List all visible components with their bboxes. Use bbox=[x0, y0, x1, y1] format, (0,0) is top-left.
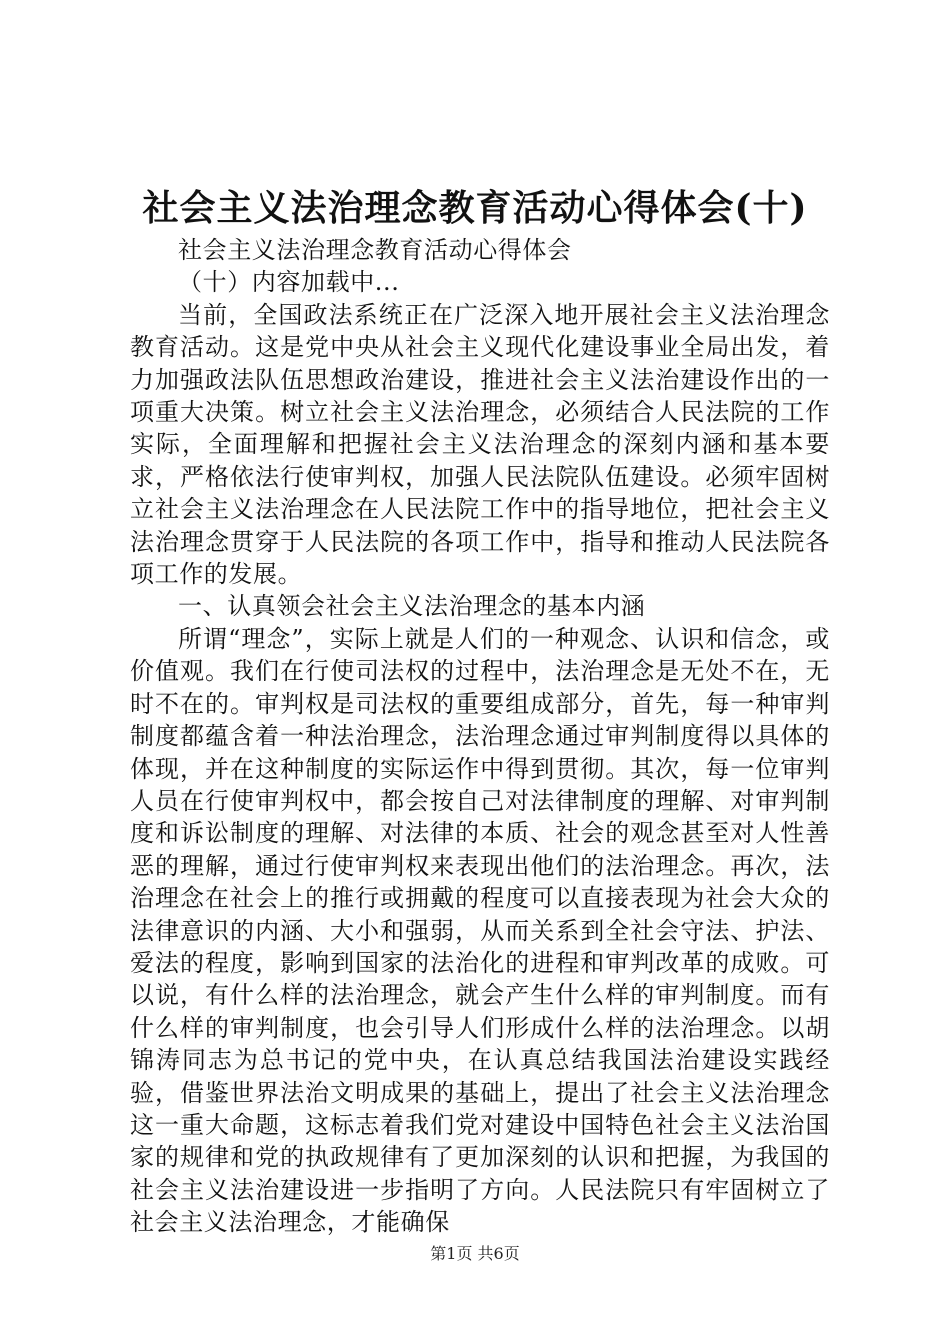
section-heading: 一、认真领会社会主义法治理念的基本内涵 bbox=[178, 592, 646, 621]
document-title: 社会主义法治理念教育活动心得体会(十) bbox=[142, 187, 808, 229]
body-paragraph: 当前，全国政法系统正在广泛深入地开展社会主义法治理念教育活动。这是党中央从社会主义现代化建设事业全局出发，着力加强政法队伍思想政治建设，推进社会主义法治建设作出的一项重大决策。树立社会主义法治理念，必须结合人民法院的工作实际，全面理解和把握社会主义法治理念的深刻内涵和基本要求，严格依法行使审判权，加强人民法院队伍建设。必须牢固树立社会主义法治理念在人民法院工作中的指导地位，把社会主义法治理念贯穿于人民法院的各项工作中，指导和推动人民法院各项工作的发展。 bbox=[130, 300, 830, 589]
subtitle-paragraph: 社会主义法治理念教育活动心得体会 bbox=[178, 236, 572, 264]
document-body bbox=[130, 234, 830, 1239]
page-number-footer: 第1页 共6页 bbox=[430, 1244, 520, 1263]
body-paragraph: 所谓“理念”，实际上就是人们的一种观念、认识和信念，或价值观。我们在行使司法权的过程中，法治理念是无处不在，无时不在的。审判权是司法权的重要组成部分，首先，每一种审判制度都蕴含着一种法治理念，法治理念通过审判制度得以具体的体现，并在这种制度的实际运作中得到贯彻。其次，每一位审判人员在行使审判权中，都会按自己对法律制度的理解、对审判制度和诉讼制度的理解、对法律的本质、社会的观念甚至对人性善恶的理解，通过行使审判权来表现出他们的法治理念。再次，法治理念在社会上的推行或拥戴的程度可以直接表现为社会大众的法律意识的内涵、大小和强弱，从而关系到全社会守法、护法、爱法的程度，影响到国家的法治化的进程和审判改革的成败。可以说，有什么样的法治理念，就会产生什么样的审判制度。而有什么样的审判制度，也会引导人们形成什么样的法治理念。以胡锦涛同志为总书记的党中央，在认真总结我国法治建设实践经验，借鉴世界法治文明成果的基础上，提出了社会主义法治理念这一重大命题，这标志着我们党对建设中国特色社会主义法治国家的规律和党的执政规律有了更加深刻的认识和把握，为我国的社会主义法治建设进一步指明了方向。人民法院只有牢固树立了社会主义法治理念，才能确保 bbox=[130, 624, 830, 1237]
loading-paragraph: （十）内容加载中... bbox=[178, 268, 400, 297]
